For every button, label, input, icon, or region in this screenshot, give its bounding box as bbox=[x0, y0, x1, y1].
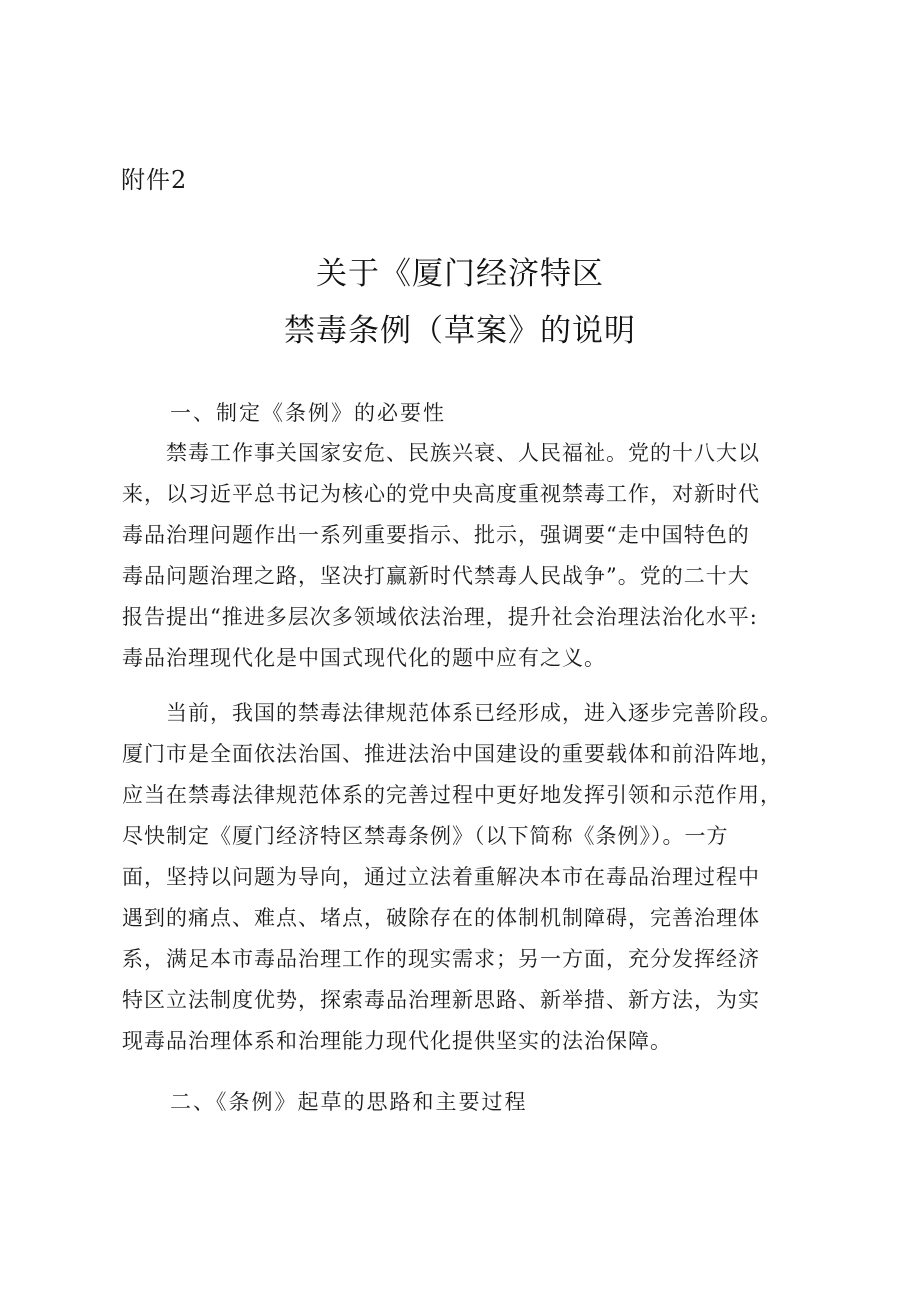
paragraph-line: 系，满足本市毒品治理工作的现实需求；另一方面，充分发挥经济 bbox=[122, 947, 760, 971]
paragraph-line: 现毒品治理体系和治理能力现代化提供坚实的法治保障。 bbox=[122, 1029, 672, 1053]
section-1-heading: 一、制定《条例》的必要性 bbox=[170, 401, 446, 425]
paragraph-line: 特区立法制度优势，探索毒品治理新思路、新举措、新方法，为实 bbox=[122, 988, 760, 1012]
paragraph-line: 报告提出“推进多层次多领域依法治理，提升社会治理法治化水平: bbox=[122, 605, 758, 629]
paragraph-line: 毒品治理现代化是中国式现代化的题中应有之义。 bbox=[122, 646, 606, 670]
paragraph-line: 面，坚持以问题为导向，通过立法着重解决本市在毒品治理过程中 bbox=[122, 865, 760, 889]
paragraph-line: 应当在禁毒法律规范体系的完善过程中更好地发挥引领和示范作用， bbox=[122, 783, 782, 807]
paragraph-line: 毒品治理问题作出一系列重要指示、批示，强调要“走中国特色的 bbox=[122, 523, 750, 547]
paragraph-line: 来，以习近平总书记为核心的党中央高度重视禁毒工作，对新时代 bbox=[122, 482, 760, 506]
paragraph-line: 厦门市是全面依法治国、推进法治中国建设的重要载体和前沿阵地， bbox=[122, 742, 782, 766]
paragraph-1 bbox=[122, 433, 802, 679]
document-title-line-1: 关于《厦门经济特区 bbox=[316, 256, 604, 292]
paragraph-line: 禁毒工作事关国家安危、民族兴衰、人民福祉。党的十八大以 bbox=[122, 441, 760, 465]
paragraph-2 bbox=[122, 693, 802, 1062]
paragraph-line: 毒品问题治理之路，坚决打赢新时代禁毒人民战争”。党的二十大 bbox=[122, 564, 750, 588]
section-2-heading: 二、《条例》起草的思路和主要过程 bbox=[170, 1090, 528, 1114]
attachment-label: 附件2 bbox=[121, 166, 188, 194]
document-title-line-2: 禁毒条例（草案》的说明 bbox=[284, 313, 636, 349]
paragraph-line: 当前，我国的禁毒法律规范体系已经形成，进入逐步完善阶段。 bbox=[122, 701, 782, 725]
paragraph-line: 遇到的痛点、难点、堵点，破除存在的体制机制障碍，完善治理体 bbox=[122, 906, 760, 930]
paragraph-line: 尽快制定《厦门经济特区禁毒条例》（以下简称《条例》）。一方 bbox=[122, 824, 729, 848]
